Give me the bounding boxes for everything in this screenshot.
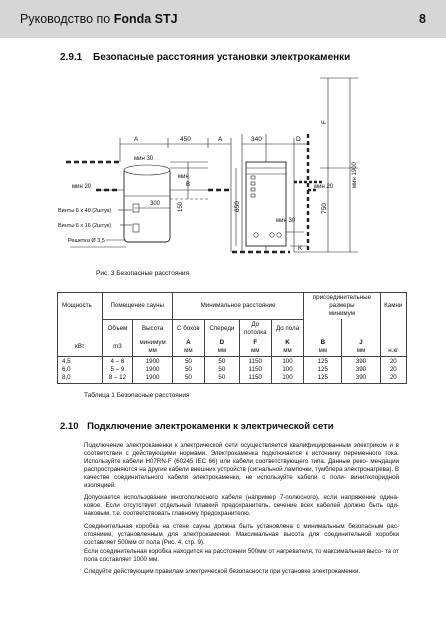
dim-650: 650 — [234, 201, 241, 212]
label-min20-right: мин 20 — [314, 184, 334, 190]
dim-450: 450 — [180, 136, 191, 143]
unit-J — [342, 338, 380, 357]
label-min30-top: мин 30 — [134, 156, 154, 162]
heater-top-view — [124, 168, 170, 242]
sub-ceiling — [239, 319, 271, 338]
unit-min-label: минимум — [139, 338, 166, 346]
label-grid: Решетка Ø 3,5 — [68, 238, 105, 244]
section-number: 2.10 — [60, 421, 79, 432]
sub-ceiling-1: До — [251, 320, 260, 328]
cell: 6,0 — [62, 365, 71, 373]
cell: 5 – 9 — [110, 365, 125, 373]
cell: 1150 — [248, 357, 262, 365]
col-power — [58, 356, 103, 383]
dim-D: D — [296, 136, 301, 143]
paragraph-2: Допускается использование многополюсного кабеля (например 7-полюсного), если напряжение одина- ковое. Если отсутствует отдельный плавкий предохранитель, сечение всех кабелей должно быть оди- наковым, т.е. соответствовать главному предохранителю. — [84, 494, 399, 517]
unit-D — [204, 338, 239, 357]
cell: 50 — [218, 357, 226, 365]
section-heading-electrical — [60, 421, 334, 432]
unit-height — [133, 338, 173, 357]
cell: 125 — [317, 365, 328, 373]
cell: 125 — [317, 373, 328, 381]
section-title: Подключение электрокаменки к электрической сети — [87, 421, 334, 432]
unit-mm-J: мм — [356, 346, 366, 354]
cell: 20 — [389, 365, 397, 373]
cell: 8 – 12 — [108, 373, 127, 381]
cell: 100 — [282, 373, 293, 381]
label-300: 300 — [150, 201, 161, 207]
col-F — [239, 356, 271, 383]
dim-min1900: мин 1900 — [352, 162, 358, 188]
section-number: 2.9.1 — [60, 52, 83, 63]
cell: 20 — [389, 373, 397, 381]
cell: 125 — [317, 357, 328, 365]
unit-mm-F: мм — [251, 346, 260, 354]
letter-F: F — [253, 338, 258, 346]
col-volume — [102, 356, 133, 383]
col-J — [342, 356, 380, 383]
cell: 20 — [389, 357, 397, 365]
paragraph-4: Если соединительная коробка находится на расстоянии 500мм от нагревателя, то максимальная высо- та от пола составляет 1000 мм. — [84, 548, 399, 563]
dim-F: F — [321, 120, 328, 124]
paragraph-3: Соединительная коробка на стене сауны должна быть установлена с минимальным безопасным рас- стоянием, установленным для электрокаменки. Максимальная высота для соединительной коробки составляет 500мм от пола (Рис. 4, стр. 9). — [84, 523, 399, 546]
dim-750: 750 — [321, 203, 328, 214]
safety-distance-table — [57, 292, 407, 384]
cell: 1900 — [145, 357, 160, 365]
label-min20-left: мин 20 — [72, 184, 92, 190]
table-subheader-row — [58, 319, 407, 338]
label-min-B: мин — [178, 174, 189, 180]
header-connection-3: минимум — [328, 310, 355, 317]
cell: 1150 — [248, 365, 262, 373]
sub-floor: До пола — [271, 319, 304, 338]
header-connection — [304, 293, 380, 320]
header-power: Мощность — [58, 293, 103, 320]
cell: 100 — [282, 365, 293, 373]
unit-kg — [380, 338, 406, 357]
dim-A-right: A — [218, 136, 223, 143]
cell: 50 — [184, 373, 192, 381]
paragraph-1: Подключение электрокаменки к электрической сети осуществляется квалифицированным электриком и в соответствии с действующими нормами. Электрокаменка подключается к источнику переменного тока. Используйте кабели H07RN-F (60245 IEC 66) или кабели соответствующего типа. Данные реко- мендации распространяются на другие кабели внешних устройств (сигнальной лампочки, тумблера электронагрева). В качестве соединительного кабеля электрокаменки, не используйте кабели с поли- винилхлоридной изоляцией. — [84, 442, 399, 489]
header-stones: Камни — [380, 293, 406, 320]
empty-cell — [342, 319, 380, 338]
header-room: Помещение сауны — [102, 293, 172, 320]
unit-K — [271, 338, 304, 357]
unit-mm-K: мм — [283, 346, 292, 354]
empty-cell — [380, 319, 406, 338]
page-header — [0, 0, 446, 38]
title-product: Fonda STJ — [113, 12, 178, 26]
unit-mm-D: мм — [217, 346, 227, 354]
cell: 50 — [218, 373, 226, 381]
cell: 390 — [355, 357, 367, 365]
cell: 50 — [218, 365, 226, 373]
cell: 100 — [282, 357, 293, 365]
document-title — [20, 12, 178, 26]
unit-m3-text: m3 — [113, 342, 122, 350]
cell: 8,0 — [62, 373, 71, 381]
label-150: 150 — [178, 201, 184, 212]
cell: 1900 — [145, 365, 160, 373]
dim-340: 340 — [251, 136, 262, 143]
cell: 4,5 — [62, 357, 71, 365]
unit-A — [172, 338, 204, 357]
cell: 1900 — [145, 373, 160, 381]
col-D — [204, 356, 239, 383]
unit-m3 — [102, 338, 133, 357]
section-title: Безопасные расстояния установки электрокаменки — [93, 52, 351, 63]
table-caption: Таблица 1 Безопасные расстояния — [84, 392, 190, 399]
table-header-row — [58, 293, 407, 320]
cell: 50 — [184, 357, 192, 365]
col-stones — [380, 356, 406, 383]
col-K — [271, 356, 304, 383]
label-screws-2: Винты 6 x 16 (2штук) — [58, 223, 112, 229]
col-height — [133, 356, 173, 383]
dim-A-left: A — [134, 136, 139, 143]
col-B — [304, 356, 342, 383]
cell: 4 – 6 — [110, 357, 125, 365]
header-connection-1: присоединительные — [312, 294, 372, 301]
unit-B — [304, 338, 342, 357]
table-data-row — [58, 356, 407, 383]
unit-mm-B: мм — [318, 346, 328, 354]
letter-D: D — [219, 338, 225, 346]
sub-ceiling-2: потолка — [243, 328, 267, 336]
cell: 50 — [184, 365, 192, 373]
sub-front: Спереди — [204, 319, 239, 338]
letter-B: B — [320, 338, 326, 346]
paragraph-5: Следуйте действующим правилам электрической безопасности при установке электрокаменки. — [84, 568, 361, 575]
sub-volume: Объем — [102, 319, 133, 338]
cell: 1150 — [248, 373, 262, 381]
label-min30-bottom: мин 30 — [276, 218, 296, 224]
section-heading-safety — [60, 52, 350, 63]
unit-F — [239, 338, 271, 357]
unit-kw: кВт — [58, 338, 103, 357]
empty-cell — [58, 319, 103, 338]
unit-mm: мм — [148, 346, 157, 354]
empty-cell — [304, 319, 342, 338]
unit-mm-A: мм — [184, 346, 193, 354]
cell: 390 — [355, 373, 367, 381]
sub-height: Высота — [133, 319, 173, 338]
label-screws-1: Винты 6 x 40 (2штук) — [58, 208, 112, 214]
letter-J: J — [359, 338, 363, 346]
safety-distance-diagram — [58, 64, 398, 269]
sub-side: С боков — [172, 319, 204, 338]
letter-K: K — [285, 338, 290, 346]
dim-K: K — [298, 245, 303, 252]
letter-A: A — [186, 338, 191, 346]
unit-kg-text: н.кг — [388, 346, 399, 354]
figure-caption: Рис. 3 Безопасные расстояния — [96, 270, 190, 277]
title-plain: Руководство по — [20, 12, 114, 26]
label-B: B — [186, 182, 191, 188]
header-min-distance: Минимальное расстояние — [172, 293, 303, 320]
page-number: 8 — [419, 12, 426, 26]
header-connection-2: размеры — [329, 302, 355, 309]
col-A — [172, 356, 204, 383]
heater-rim — [124, 165, 170, 175]
table-units-row — [58, 338, 407, 357]
cell: 390 — [355, 365, 367, 373]
